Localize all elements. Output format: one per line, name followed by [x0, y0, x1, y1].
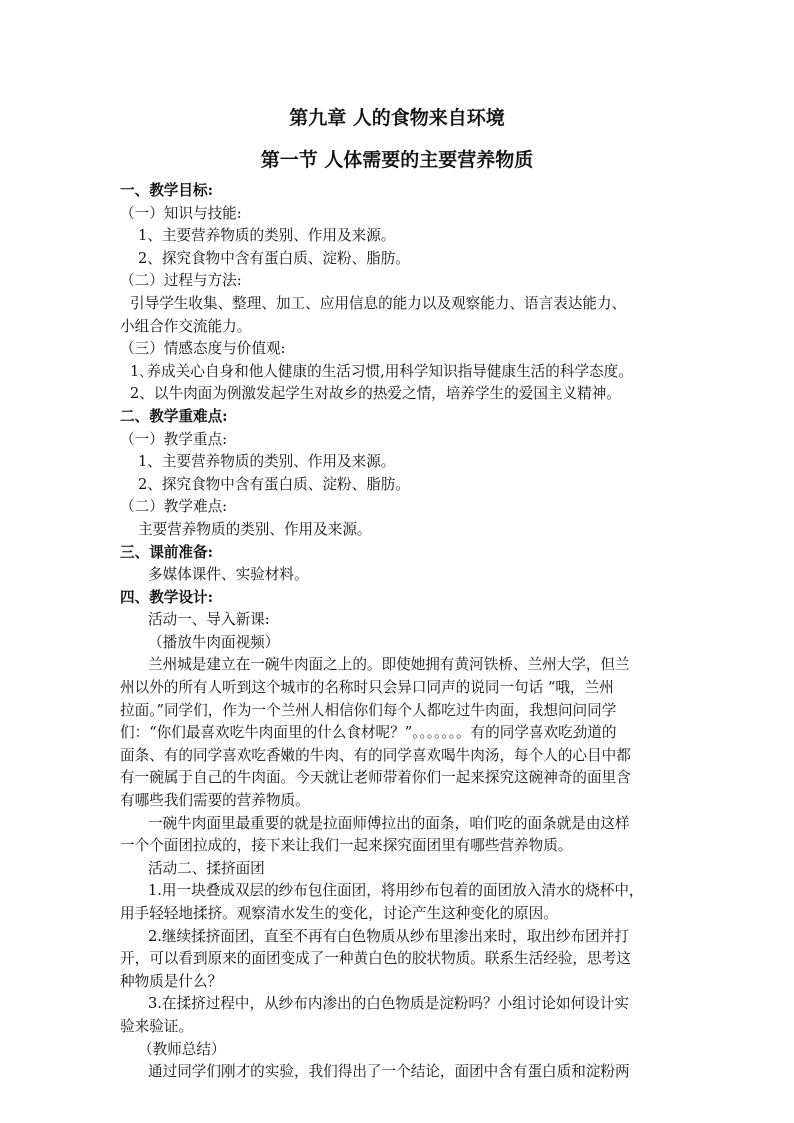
list-item: 1、主要营养物质的类别、作用及来源。	[138, 453, 396, 471]
heading-preparation: 三、课前准备:	[120, 543, 213, 561]
paragraph-line: 小组合作交流能力。	[120, 317, 252, 335]
subheading-knowledge-skills: （一）知识与技能:	[120, 204, 242, 222]
paragraph-line: 多媒体课件、实验材料。	[148, 566, 309, 584]
paragraph-line: 一碗牛肉面里最重要的就是拉面师傅拉出的面条，咱们吃的面条就是由这样	[148, 814, 630, 832]
paragraph-line: 面条、有的同学喜欢吃香嫩的牛肉、有的同学喜欢喝牛肉汤，每个人的心目中都	[120, 746, 631, 764]
heading-key-points: 二、教学重难点:	[120, 407, 228, 425]
list-item: 2、探究食物中含有蛋白质、淀粉、脂肪。	[138, 475, 410, 493]
paragraph-line: 1.用一块叠成双层的纱布包住面团，将用纱布包着的面团放入清水的烧杯中，	[148, 882, 644, 900]
chapter-title: 第九章 人的食物来自环境	[289, 107, 505, 129]
list-item: 2、以牛肉面为例激发起学生对故乡的热爱之情，培养学生的爱国主义精神。	[130, 385, 621, 403]
paragraph-line: 州以外的所有人听到这个城市的名称时只会异口同声的说同一句话 “哦，兰州	[120, 679, 614, 697]
paragraph-line: 拉面。”同学们，作为一个兰州人相信你们每个人都吃过牛肉面，我想问问同学	[120, 701, 617, 719]
paragraph-line: 引导学生收集、整理、加工、应用信息的能力以及观察能力、语言表达能力、	[130, 294, 627, 312]
paragraph-line: 验来验证。	[120, 1017, 193, 1035]
section-title: 第一节 人体需要的主要营养物质	[260, 149, 534, 171]
subheading-process-methods: （二）过程与方法:	[120, 272, 242, 290]
document-body	[120, 180, 690, 1084]
paragraph-line: 用手轻轻地揉挤。观察清水发生的变化，讨论产生这种变化的原因。	[120, 905, 558, 922]
paragraph-line: 主要营养物质的类别、作用及来源。	[138, 520, 372, 538]
paragraph-line: （教师总结）	[138, 1040, 226, 1058]
activity-heading: 活动一、导入新课:	[148, 611, 270, 629]
paragraph-line: 有一碗属于自己的牛肉面。今天就让老师带着你们一起来探究这碗神奇的面里含	[120, 769, 631, 787]
paragraph-line: （播放牛肉面视频）	[148, 633, 280, 651]
subheading-key-point: （一）教学重点:	[120, 430, 228, 448]
list-item: 2、探究食物中含有蛋白质、淀粉、脂肪。	[138, 249, 410, 267]
paragraph-line: 开，可以看到原来的面团变成了一种黄白色的胶状物质。联系生活经验，思考这	[120, 950, 631, 968]
paragraph-line: 一个个面团拉成的，接下来让我们一起来探究面团里有哪些营养物质。	[120, 837, 573, 855]
paragraph-line: 有哪些我们需要的营养物质。	[120, 792, 310, 810]
paragraph-line: 2.继续揉挤面团，直至不再有白色物质从纱布里渗出来时，取出纱布团并打	[148, 927, 629, 945]
paragraph-line: 种物质是什么？	[120, 972, 223, 990]
paragraph-line: 兰州城是建立在一碗牛肉面之上的。即使她拥有黄河铁桥、兰州大学，但兰	[148, 656, 630, 674]
paragraph-line: 3.在揉挤过程中，从纱布内渗出的白色物质是淀粉吗？小组讨论如何设计实	[148, 995, 629, 1013]
paragraph-line: 通过同学们刚才的实验，我们得出了一个结论，面团中含有蛋白质和淀粉两	[148, 1063, 630, 1081]
activity-heading: 活动二、揉挤面团	[148, 859, 265, 877]
list-item: 1、主要营养物质的类别、作用及来源。	[138, 227, 396, 245]
heading-teaching-design: 四、教学设计:	[120, 588, 213, 606]
subheading-emotion-values: （三）情感态度与价值观:	[120, 340, 286, 358]
heading-teaching-goals: 一、教学目标:	[120, 182, 213, 199]
subheading-difficult-point: （二）教学难点:	[120, 498, 228, 516]
list-item: 1､养成关心自身和他人健康的生活习惯,用科学知识指导健康生活的科学态度。	[130, 362, 633, 380]
paragraph-line: 们：“你们最喜欢吃牛肉面里的什么食材呢？”。。。。。。。有的同学喜欢吃劲道的	[120, 724, 617, 742]
